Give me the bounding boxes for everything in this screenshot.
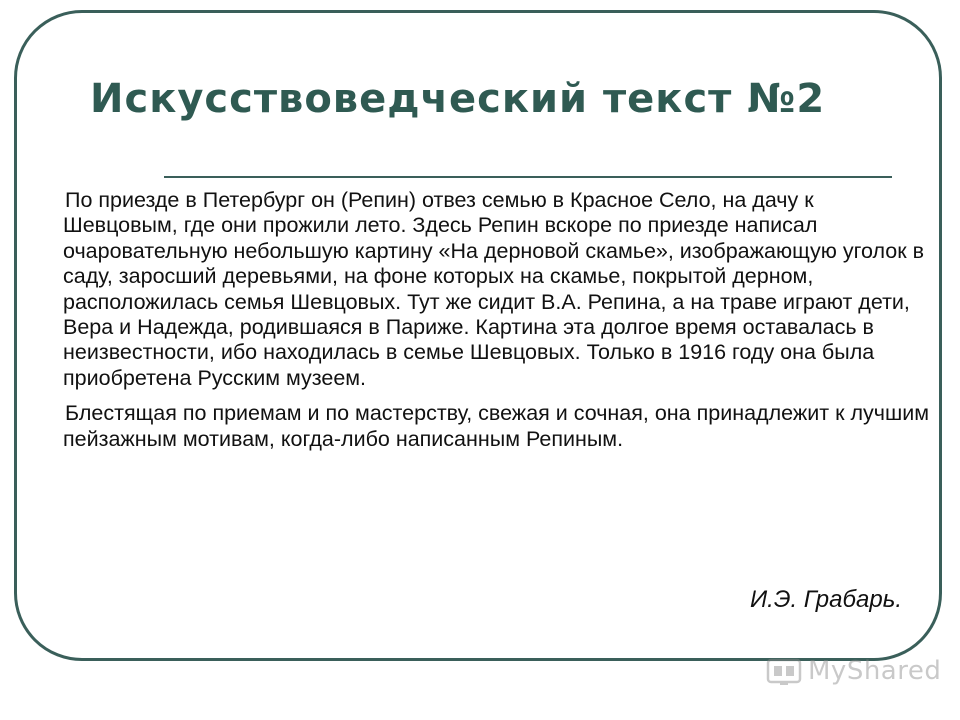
myshared-logo-icon [766,656,802,686]
title-divider [164,176,892,178]
watermark [766,656,941,686]
paragraph-1: По приезде в Петербург он (Репин) отвез семью в Красное Село, на дачу к Шевцовым, где они прожили лето. Здесь Репин вскоре по приезде написал очаровательную небольшую картину «На дерновой скамье», изображающую уголок в саду, заросший деревьями, на фоне которых на скамье, покрытой дерном, расположилась семья Шевцовых. Тут же сидит В.А. Репина, а на траве играют дети, Вера и Надежда, родившаяся в Париже. Картина эта долгое время оставалась в неизвестности, ибо находилась в семье Шевцовых. Только в 1916 году она была приобретена Русским музеем. [63,188,925,390]
slide-title: Искусствоведческий текст №2 [90,76,826,122]
quote-body [63,188,933,452]
watermark-text: MyShared [808,656,942,686]
paragraph-2: Блестящая по приемам и по мастерству, свежая и сочная, она принадлежит к лучшим пейзажным мотивам, когда-либо написанным Репиным. [63,401,929,451]
quote-attribution: И.Э. Грабарь. [749,586,902,613]
